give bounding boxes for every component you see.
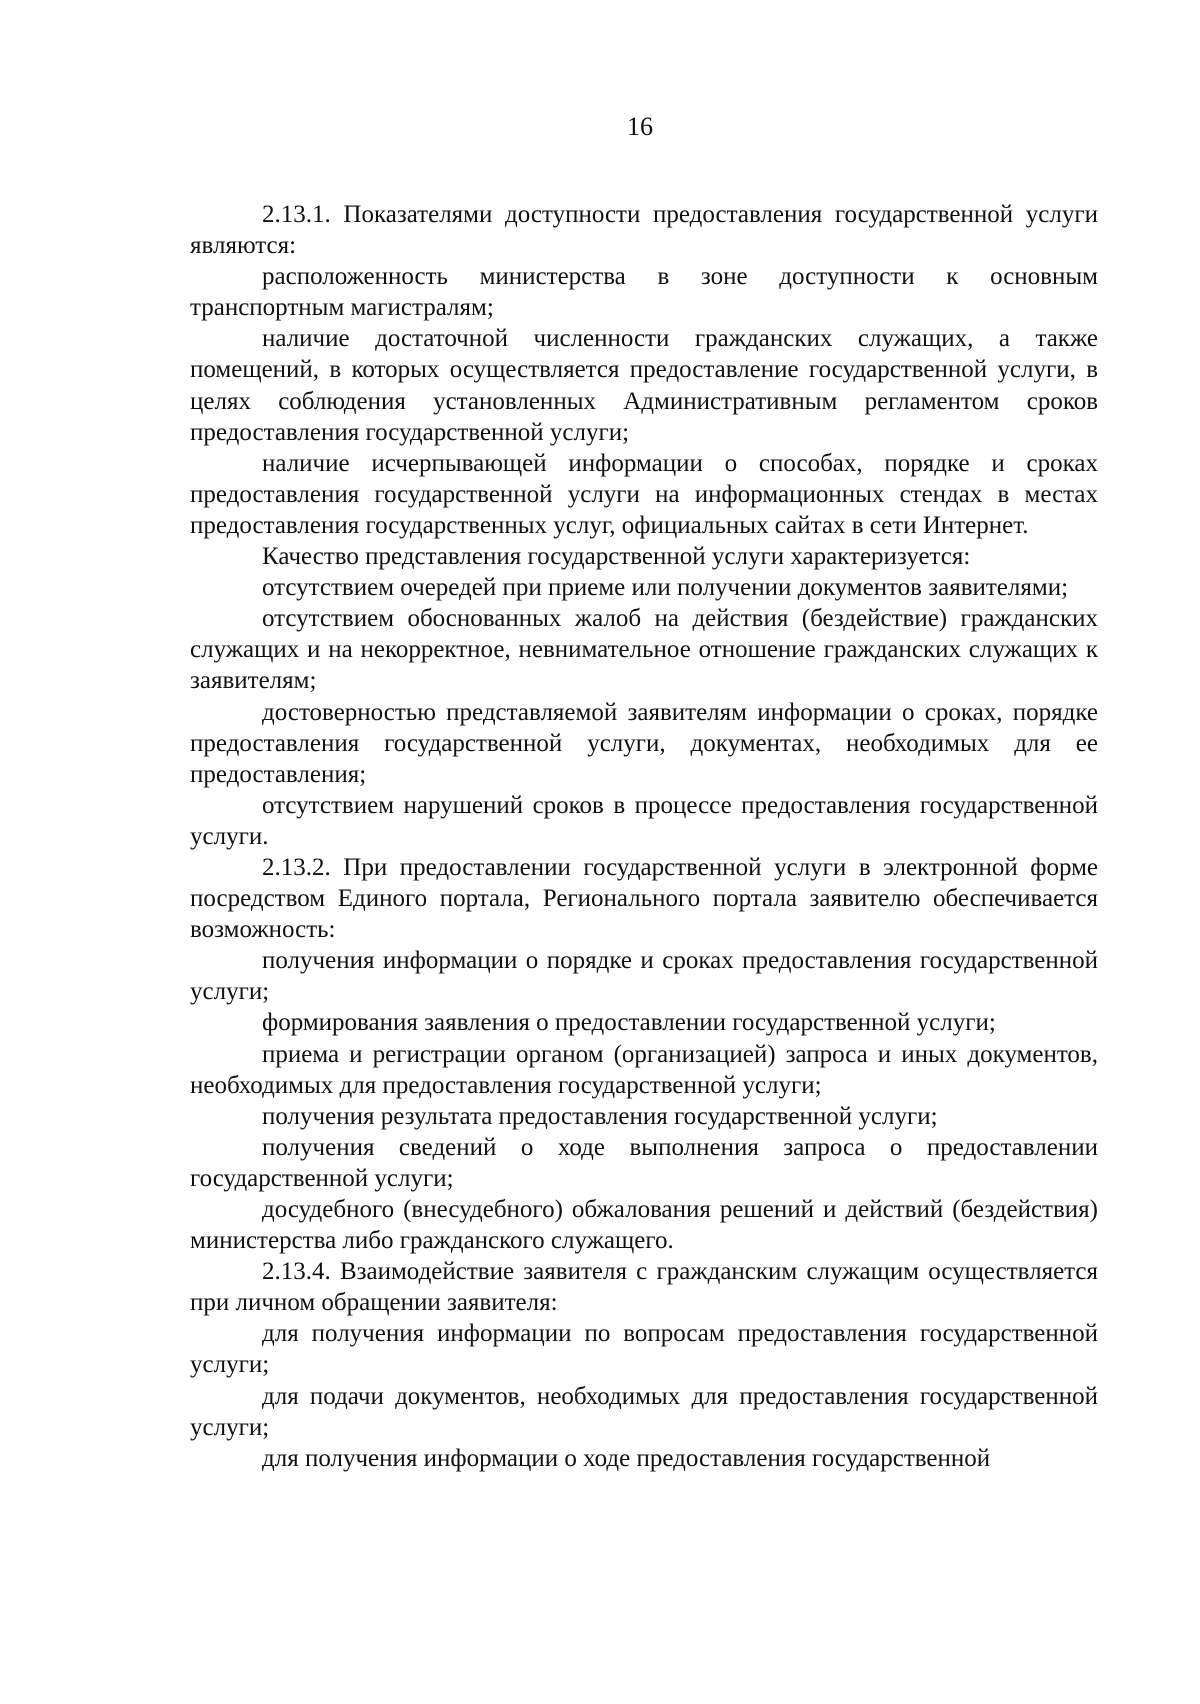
paragraph-reliability: достоверностью представляемой заявителям информации о сроках, порядке предоставления государственной услуги, документах, необходимых для ее предоставления; [190,698,1098,788]
page-number: 16 [627,112,653,141]
paragraph-progress-personal: для получения информации о ходе предоставления государственной [262,1444,991,1472]
paragraph-location: расположенность министерства в зоне доступности к основным транспортным магистралям; [190,263,1098,322]
paragraph-2-13-2: 2.13.2. При предоставлении государственной услуги в электронной форме посредством Единого портала, Регионального портала заявителю обеспечивается возможность: [190,853,1098,944]
paragraph-submit-documents: для подачи документов, необходимых для предоставления государственной услуги; [190,1382,1098,1441]
paragraph-info-questions: для получения информации по вопросам предоставления государственной услуги; [190,1320,1098,1379]
paragraph-no-complaints: отсутствием обоснованных жалоб на действия (бездействие) гражданских служащих и на некорректное, невнимательное отношение гражданских служащих к заявителям; [190,605,1098,695]
paragraph-staff-premises: наличие достаточной численности гражданских служащих, а также помещений, в которых осуществляется предоставление государственной услуги, в целях соблюдения установленных Административным регламентом сроков предоставления государственной услуги; [190,325,1098,446]
paragraph-quality: Качество представления государственной услуги характеризуется: [262,543,971,571]
paragraph-obtain-result: получения результата предоставления государственной услуги; [262,1102,938,1130]
paragraph-obtain-info: получения информации о порядке и сроках предоставления государственной услуги; [190,947,1098,1006]
paragraph-no-queues: отсутствием очередей при приеме или получении документов заявителями; [262,574,1069,602]
paragraph-appeal: досудебного (внесудебного) обжалования решений и действий (бездействия) министерства либо гражданского служащего. [190,1196,1098,1255]
paragraph-no-violations: отсутствием нарушений сроков в процессе предоставления государственной услуги. [190,791,1098,850]
paragraph-2-13-1: 2.13.1. Показателями доступности предоставления государственной услуги являются: [190,201,1098,260]
paragraph-2-13-4: 2.13.4. Взаимодействие заявителя с гражданским служащим осуществляется при личном обращении заявителя: [190,1258,1098,1317]
document-body [190,199,1098,1474]
paragraph-registration: приема и регистрации органом (организацией) запроса и иных документов, необходимых для предоставления государственной услуги; [190,1040,1098,1099]
paragraph-information: наличие исчерпывающей информации о способах, порядке и сроках предоставления государственной услуги на информационных стендах в местах предоставления государственных услуг, официальных сайтах в сети Интернет. [190,449,1098,539]
paragraph-progress-info: получения сведений о ходе выполнения запроса о предоставлении государственной услуги; [190,1133,1098,1192]
paragraph-form-application: формирования заявления о предоставлении государственной услуги; [262,1009,996,1037]
